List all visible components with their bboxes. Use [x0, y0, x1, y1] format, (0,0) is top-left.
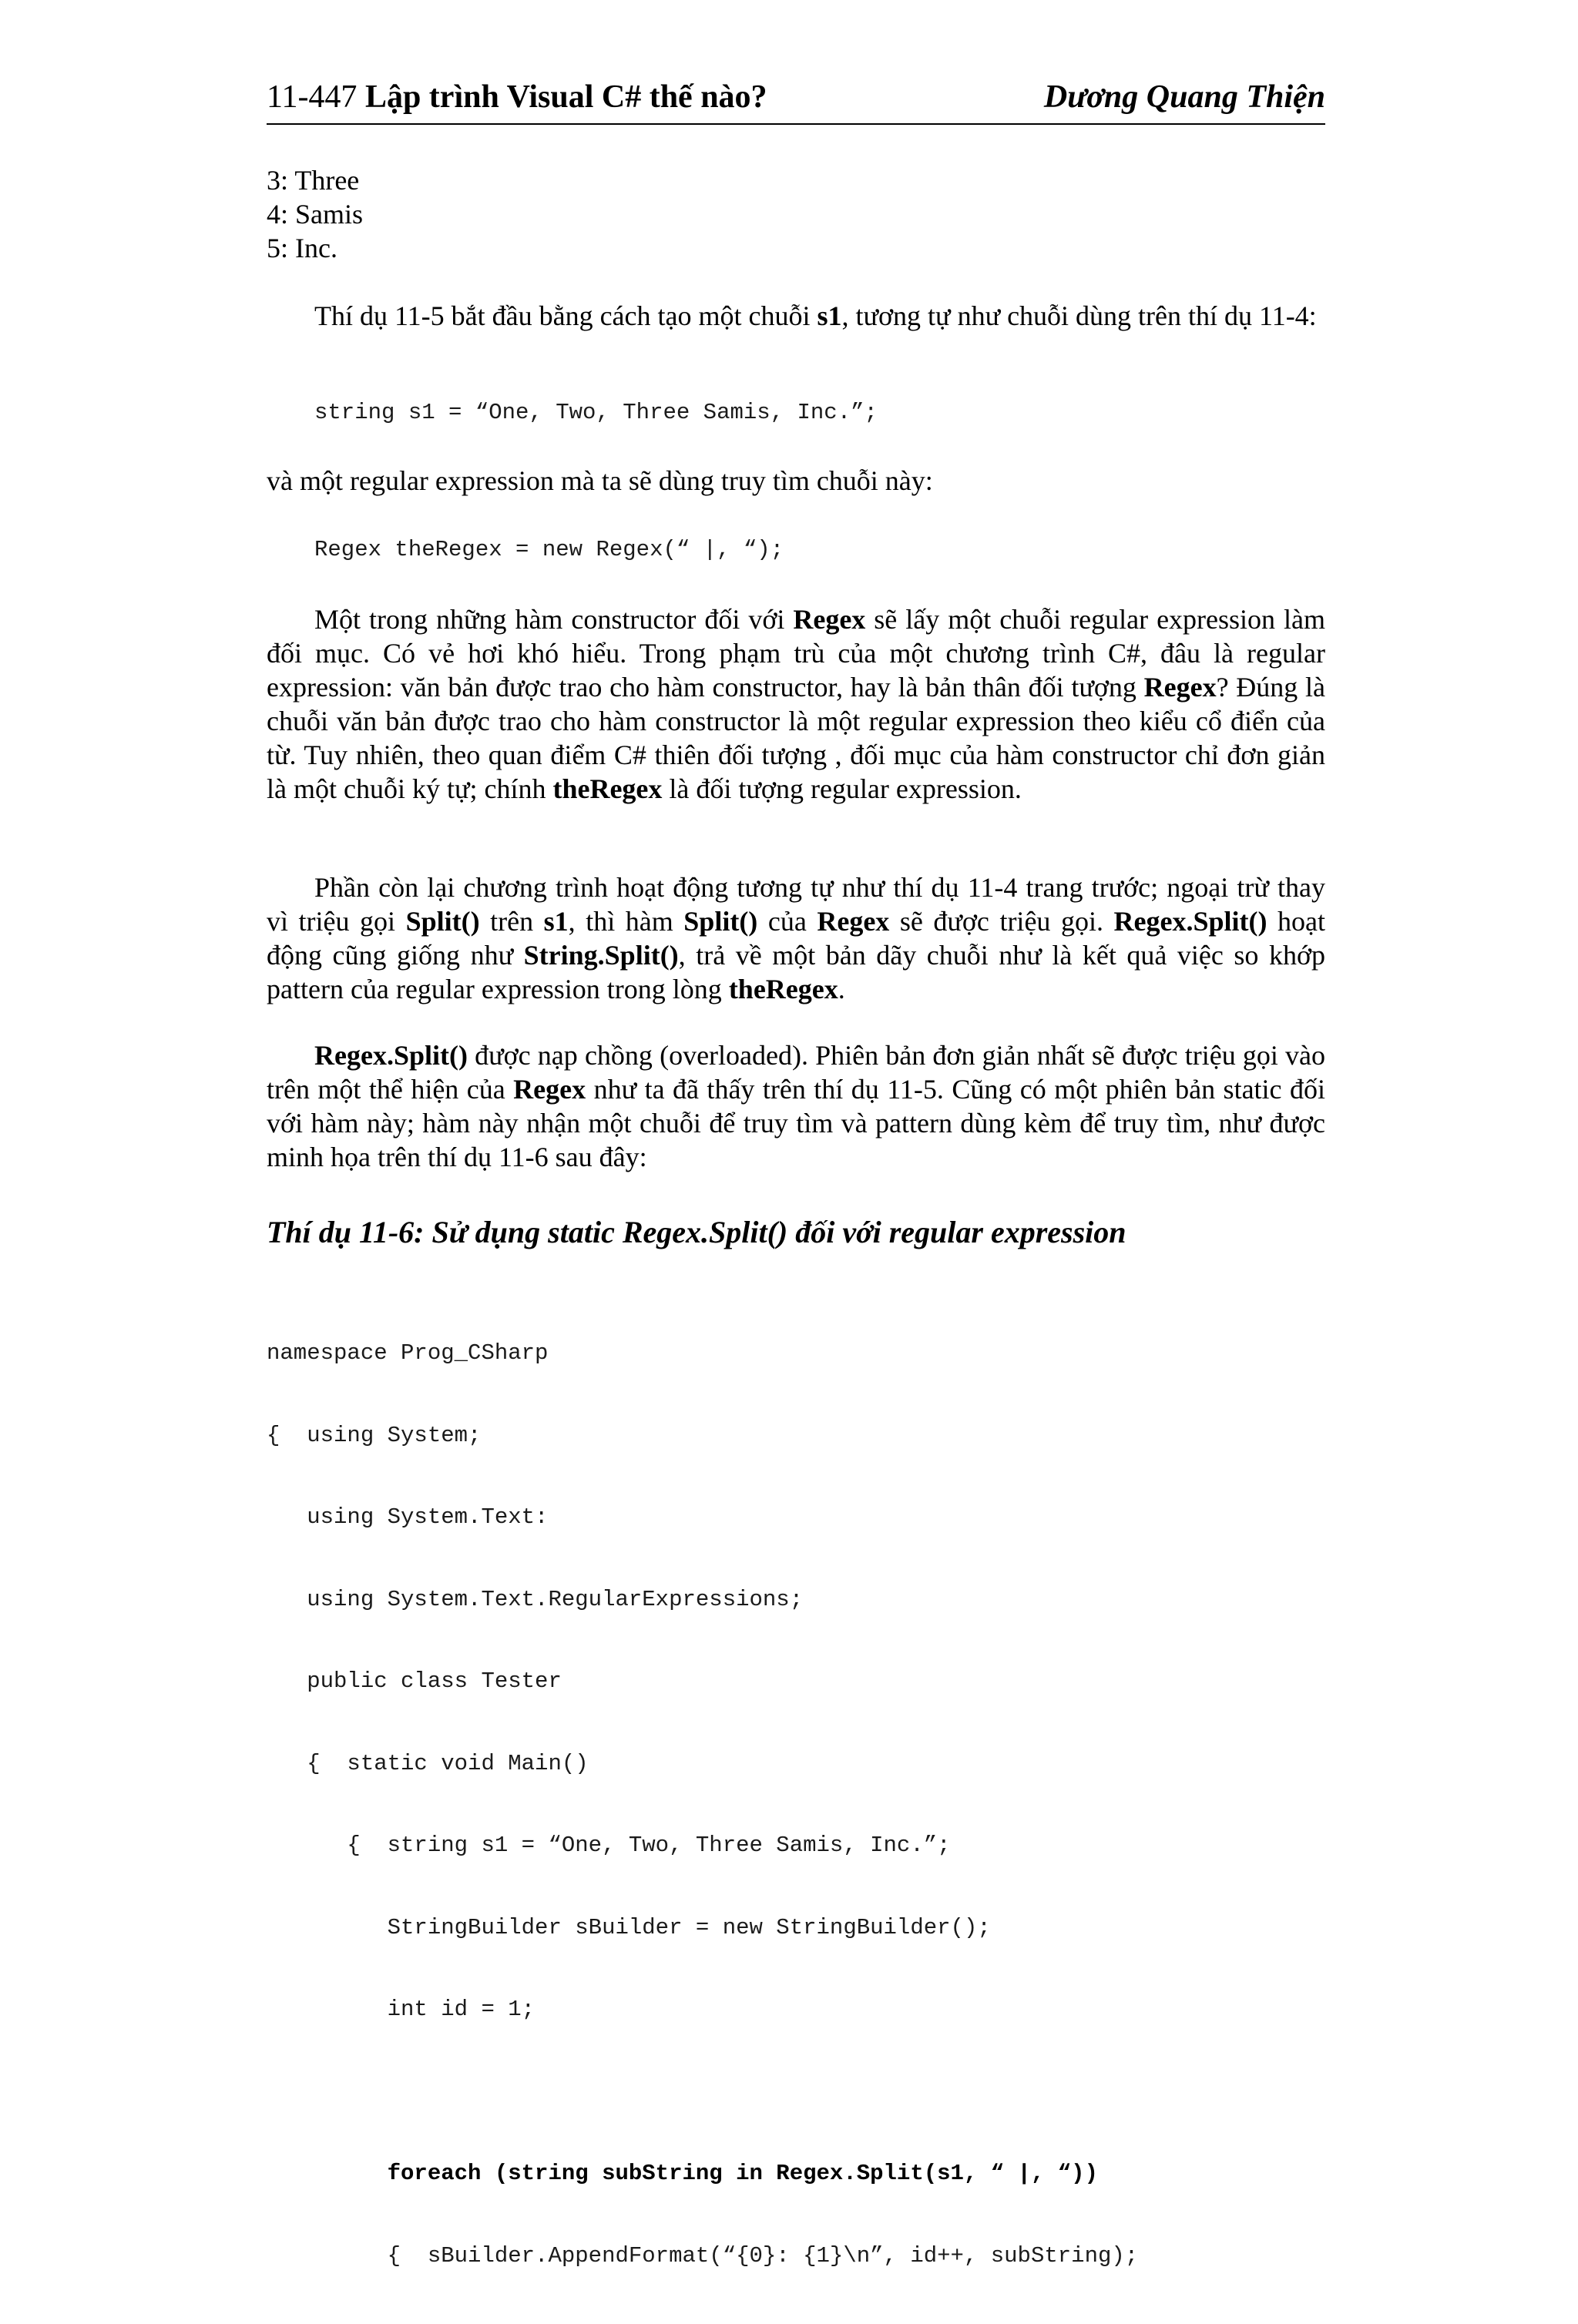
bold-run: String.Split() [523, 940, 679, 971]
bold-run: Regex [513, 1074, 586, 1105]
paragraph-regex: và một regular expression mà ta sẽ dùng truy tìm chuỗi này: [267, 465, 933, 496]
text-run: Một trong những hàm constructor đối với [314, 604, 794, 635]
code-line: int id = 1; [267, 1997, 536, 2022]
text-run: trên [479, 906, 544, 937]
author-name: Dương Quang Thiện [1043, 79, 1325, 115]
code-line: { sBuilder.AppendFormat(“{0}: {1}\n”, id++, subString); [267, 2242, 1139, 2269]
output-list [267, 163, 729, 265]
text-run: như ta đã thấy trên thí dụ 11-5. Cũng có một phiên bản static đối với hàm này; hàm này nhận một chuỗi để truy tìm và pattern dùng kèm để truy tìm, như được minh họa trên thí dụ 11-6 sau đây: [267, 1074, 1325, 1172]
bold-run: Regex.Split() [314, 1040, 468, 1071]
bold-run: s1 [543, 906, 569, 937]
code-line: foreach (string subString in Regex.Split(s1, “ |, “)) [267, 2161, 1098, 2186]
code-line: namespace Prog_CSharp [267, 1340, 549, 1366]
code-snippet-2: Regex theRegex = new Regex(“ |, “); [314, 537, 784, 562]
bold-run: s1 [817, 300, 842, 331]
bold-run: Split() [683, 906, 758, 937]
text-run: . [838, 974, 845, 1004]
text-run: được nạp chồng (overloaded). Phiên bản đơn giản nhất sẽ được triệu gọi vào trên một thể hiện của [267, 1040, 1325, 1105]
example-caption: Thí dụ 11-6: Sử dụng static Regex.Split() đối với regular expression [267, 1215, 1126, 1249]
code-line: { using System; [267, 1422, 482, 1448]
text-run: của [757, 906, 818, 937]
bold-run: Regex [793, 604, 866, 635]
bold-run: Regex [1143, 672, 1217, 703]
code-line [267, 2078, 1138, 2106]
text-run: sẽ được triệu gọi. [889, 906, 1114, 937]
code-line: StringBuilder sBuilder = new StringBuilder(); [267, 1914, 991, 1940]
code-line: { string s1 = “One, Two, Three Samis, Inc.”; [267, 1833, 951, 1858]
text-run: ? Đúng là chuỗi văn bản được trao cho hàm constructor là một regular expression theo kiểu cổ điển của từ. Tuy nhiên, theo quan điểm C# thiên đối tượng , đối mục của hàm constructor chỉ đơn giản là một chuỗi ký tự; chính [267, 672, 1325, 804]
paragraph-constructor [267, 602, 1325, 806]
text-run: là đối tượng regular expression. [662, 773, 1022, 804]
paragraph-overloaded [267, 1038, 1325, 1174]
text-run: , trả về một bản dãy chuỗi như là kết quả việc so khớp pattern của regular expression trong lòng [267, 940, 1325, 1004]
list-item: 5: Inc. [267, 233, 337, 263]
bold-run: Regex.Split() [1113, 906, 1267, 937]
text-run: hoạt động cũng giống như [267, 906, 1325, 971]
code-line: public class Tester [267, 1668, 562, 1694]
paragraph-split [267, 870, 1325, 1006]
list-item: 4: Samis [267, 199, 364, 230]
bold-run: Regex [817, 906, 890, 937]
text-run: sẽ lấy một chuỗi regular expression làm đối mục. Có vẻ hơi khó hiểu. Trong phạm trù của một chương trình C#, đâu là regular expression: văn bản được trao cho hàm constructor, hay là bản thân đối tượng [267, 604, 1326, 703]
page-number: 11-447 [267, 79, 358, 115]
code-line: using System.Text.RegularExpressions; [267, 1586, 804, 1612]
text-run: , thì hàm [568, 906, 684, 937]
text-run: Thí dụ 11-5 bắt đầu bằng cách tạo một chuỗi [314, 300, 818, 331]
code-listing [267, 1285, 1138, 2324]
paragraph-intro [267, 299, 1325, 333]
code-line: using System.Text: [267, 1504, 549, 1530]
bold-run: Split() [405, 906, 480, 937]
list-item: 3: Three [267, 165, 360, 196]
code-snippet-1: string s1 = “One, Two, Three Samis, Inc.”; [314, 400, 878, 425]
page-header [267, 74, 1325, 125]
bold-run: theRegex [728, 974, 838, 1004]
text-run: Phần còn lại chương trình hoạt động tương tự như thí dụ 11-4 trang trước; ngoại trừ thay vì triệu gọi [267, 872, 1325, 937]
header-left [267, 74, 767, 120]
bold-run: theRegex [552, 773, 663, 804]
text-run: , tương tự như chuỗi dùng trên thí dụ 11-4: [841, 300, 1317, 331]
book-title: Lập trình Visual C# thế nào? [364, 79, 767, 115]
code-line: { static void Main() [267, 1750, 589, 1776]
